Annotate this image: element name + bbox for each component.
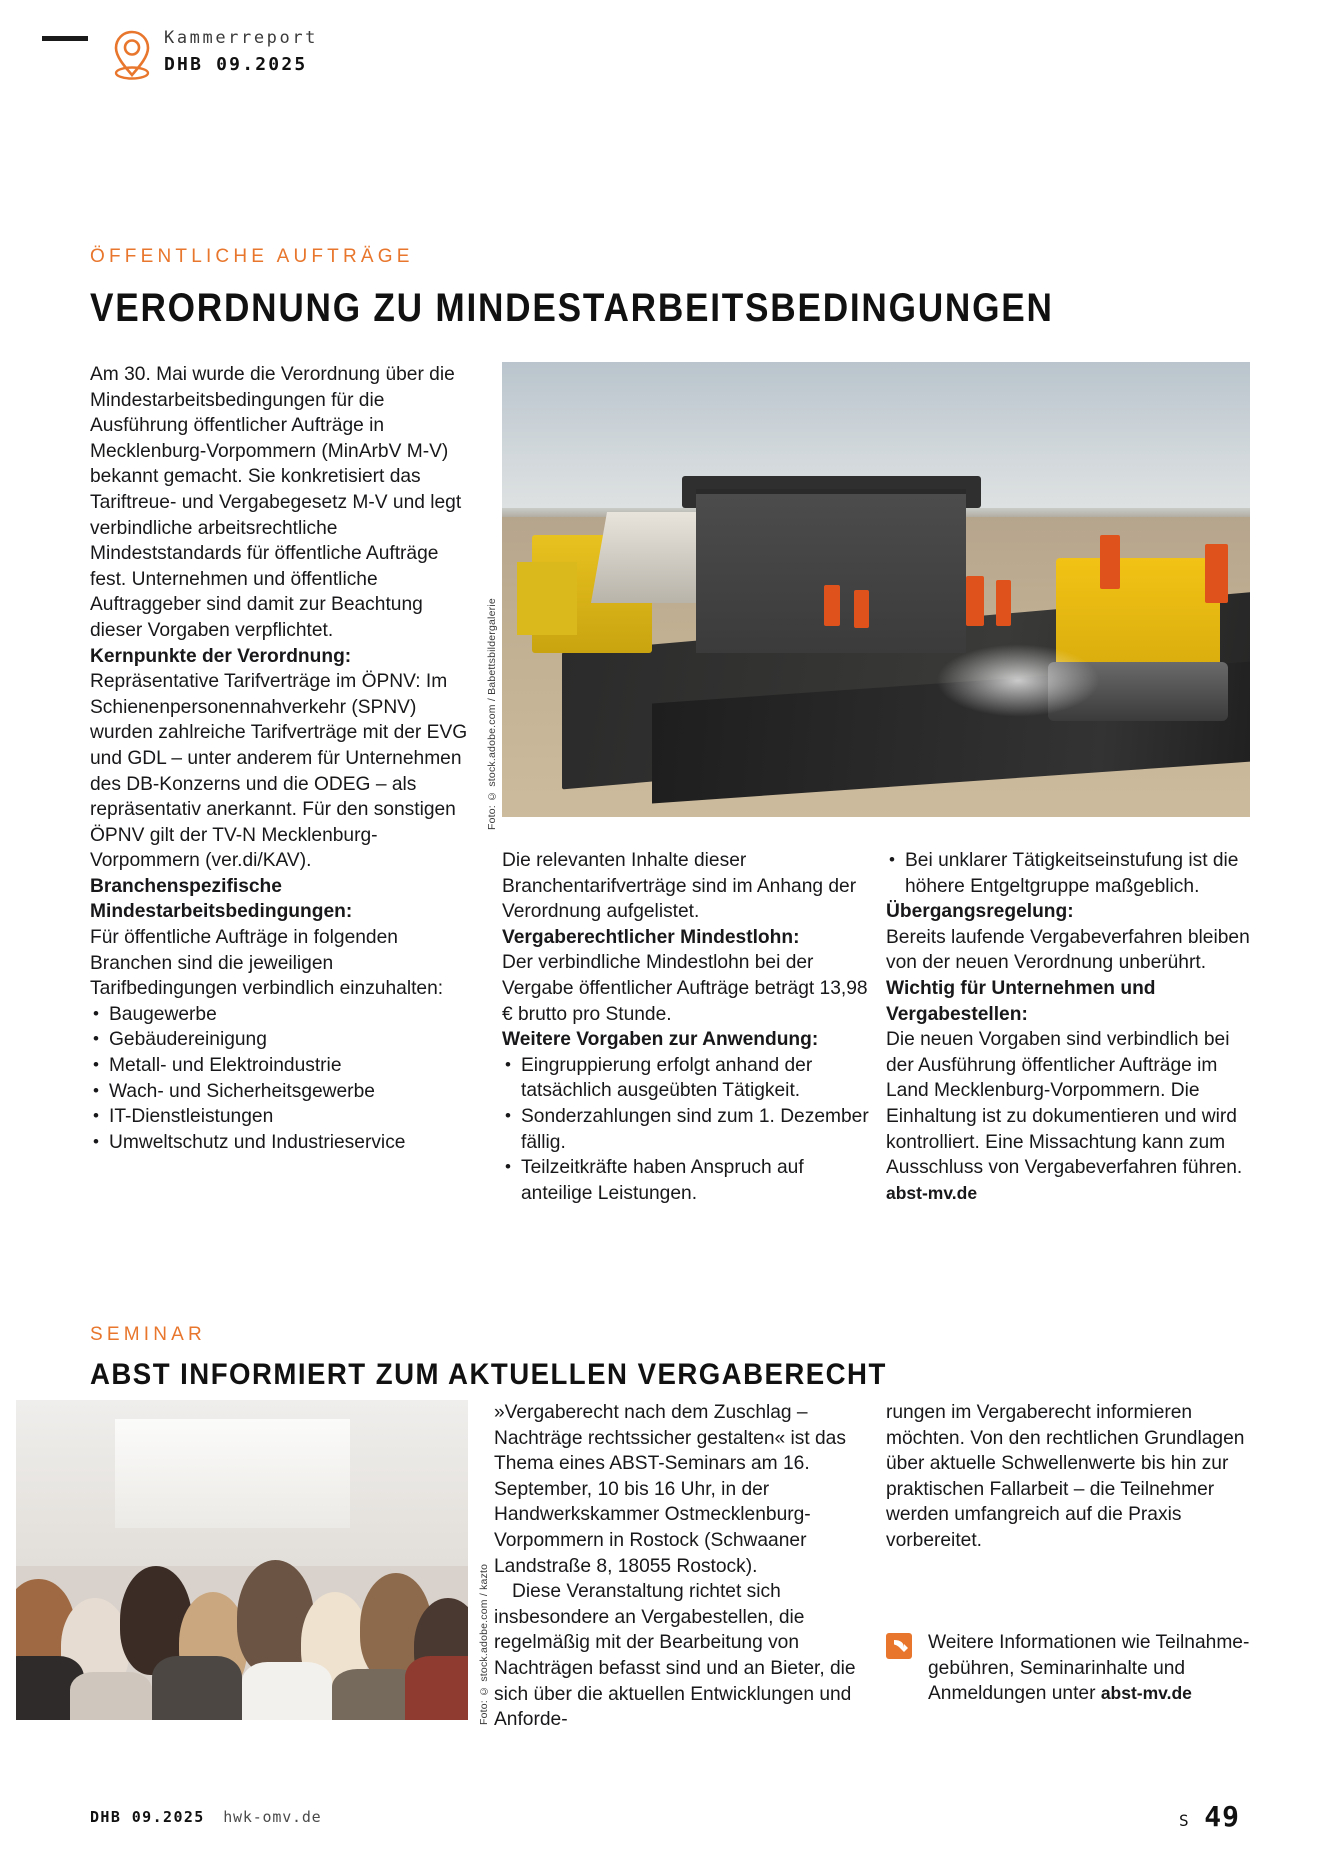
list-item: • Metall- und Elektroindustrie xyxy=(90,1053,478,1079)
list-item: • IT-Dienstleistungen xyxy=(90,1104,478,1130)
a1c2-subhead-1: Vergaberechtlicher Mindestlohn: xyxy=(502,926,800,948)
page-number: 49 xyxy=(1204,1800,1240,1833)
callout-line-2: gebühren, Seminarinhalte und xyxy=(928,1657,1186,1679)
article2-kicker-wrap xyxy=(90,1324,206,1346)
list-item: • Umweltschutz und Industrieservice xyxy=(90,1130,478,1156)
article2-headline-wrap xyxy=(90,1358,1250,1392)
list-item: • Teilzeitkräfte haben Anspruch auf anteilige Leistungen. xyxy=(502,1155,870,1206)
running-head-text xyxy=(164,28,318,75)
a1c1-branch-list xyxy=(90,1002,478,1156)
a1c2-subhead-2: Weitere Vorgaben zur Anwendung: xyxy=(502,1029,819,1051)
list-item: • Eingruppierung erfolgt anhand der tatsächlich ausgeübten Tätigkeit. xyxy=(502,1053,870,1104)
article2-photo-credit: Foto: © stock.adobe.com / kazto xyxy=(478,1563,490,1725)
article1-column-1 xyxy=(90,362,478,1155)
footer-url[interactable]: hwk-omv.de xyxy=(223,1808,322,1826)
a1c1-paragraph-3: Für öffentliche Aufträge in folgenden Branchen sind die jeweiligen Tarifbedingungen verbindlich einzuhalten: xyxy=(90,927,444,1000)
list-item: • Wach- und Sicherheitsgewerbe xyxy=(90,1079,478,1105)
a1c2-paragraph-1: Die relevanten Inhalte dieser Branchentarifverträge sind im Anhang der Verordnung aufgelistet. xyxy=(502,850,857,923)
article1-kicker-wrap xyxy=(90,246,414,268)
a1c3-link[interactable]: abst-mv.de xyxy=(886,1182,978,1203)
callout-line-3 xyxy=(928,1681,1258,1707)
a1c2-rules-list xyxy=(502,1053,870,1207)
page-footer xyxy=(90,1800,1240,1833)
a2c2-paragraph-2: Diese Veranstaltung richtet sich insbesondere an Vergabestellen, die regelmäßig mit der Bearbeitung von Nachträgen befasst sind und an Bieter, die sich über die aktuellen Entwicklungen und Anforde- xyxy=(494,1581,856,1731)
article2-kicker: SEMINAR xyxy=(90,1324,206,1345)
running-head-rule xyxy=(42,36,88,41)
callout-link[interactable]: abst-mv.de xyxy=(1100,1683,1192,1704)
a2c2-paragraph-1: »Vergaberecht nach dem Zuschlag – Nachträge rechtssicher gestalten« ist das Thema eines ABST-Seminars am 16. September, 10 bis 16 Uhr, in der Handwerkskammer Ostmecklenburg-Vorpommern in Rostock (Schwaaner Landstraße 8, 18055 Rostock). xyxy=(494,1402,846,1577)
a1c1-paragraph-1: Am 30. Mai wurde die Verordnung über die Mindestarbeitsbedingungen für die Ausführung öffentlicher Aufträge in Mecklenburg-Vorpommern (MinArbV M-V) bekannt gemacht. Sie konkretisiert das Tariftreue- und Vergabegesetz M-V und legt verbindliche arbeitsrechtliche Mindeststandards für öffentliche Aufträge fest. Unternehmen und öffentliche Auftraggeber sind damit zur Beachtung dieser Vorgaben verpflichtet. xyxy=(90,364,462,641)
article2-callout xyxy=(886,1630,1258,1707)
a1c3-paragraph-1: Bereits laufende Vergabeverfahren bleiben von der neuen Verordnung unberührt. xyxy=(886,926,1250,974)
article1-column-3 xyxy=(886,848,1254,1206)
article1-kicker: ÖFFENTLICHE AUFTRÄGE xyxy=(90,246,414,267)
a1c2-paragraph-2: Der verbindliche Mindestlohn bei der Vergabe öffentlicher Aufträge beträgt 13,98 € brutto pro Stunde. xyxy=(502,952,868,1025)
callout-line-3-text: Anmeldungen unter xyxy=(928,1683,1101,1705)
callout-line-1: Weitere Informationen wie Teilnahme- xyxy=(928,1632,1250,1653)
article2-column-3 xyxy=(886,1400,1258,1554)
article1-headline-wrap xyxy=(90,286,1250,331)
running-head-issue: DHB 09.2025 xyxy=(164,54,308,75)
a1c1-paragraph-2: Repräsentative Tarifverträge im ÖPNV: Im Schienenpersonennahverkehr (SPNV) wurden zahlreiche Tarifverträge mit der EVG und GDL – unter anderem für Unternehmen des DB-Konzerns und die ODEG – als repräsentativ anerkannt. Für den sonstigen ÖPNV gilt der TV-N Mecklenburg-Vorpommern (ver.di/KAV). xyxy=(90,671,468,872)
a2c3-paragraph-1: rungen im Vergaberecht informieren möchten. Von den rechtlichen Grundlagen über aktuelle Schwellenwerte bis hin zur praktischen Fallarbeit – die Teilnehmer werden umfangreich auf die Praxis vorbereitet. xyxy=(886,1402,1245,1551)
list-item: • Bei unklarer Tätigkeitseinstufung ist die höhere Entgeltgruppe maßgeblich. xyxy=(886,848,1254,899)
article2-headline: ABST INFORMIERT ZUM AKTUELLEN VERGABERECHT xyxy=(90,1358,887,1391)
a1c3-subhead-1: Übergangsregelung: xyxy=(886,901,1074,923)
article1-headline: VERORDNUNG ZU MINDESTARBEITSBEDINGUNGEN xyxy=(90,286,1054,330)
running-head-kicker: Kammerreport xyxy=(164,28,319,48)
footer-issue: DHB 09.2025 xyxy=(90,1808,205,1826)
list-item: • Baugewerbe xyxy=(90,1002,478,1028)
arrow-box-icon xyxy=(886,1633,912,1659)
page-number-block xyxy=(1179,1800,1240,1833)
list-item: • Gebäudereinigung xyxy=(90,1027,478,1053)
a1c3-rules-list xyxy=(886,848,1254,899)
running-head xyxy=(42,28,1282,88)
list-item: • Sonderzahlungen sind zum 1. Dezember fällig. xyxy=(502,1104,870,1155)
a1c1-subhead-2: Branchenspezifische Mindestarbeitsbedingungen: xyxy=(90,875,353,923)
a1c3-subhead-2: Wichtig für Unternehmen und Vergabestellen: xyxy=(886,977,1156,1025)
a1c3-paragraph-2: Die neuen Vorgaben sind verbindlich bei der Ausführung öffentlicher Aufträge im Land Mecklenburg-Vorpommern. Die Einhaltung ist zu dokumentieren und wird kontrolliert. Eine Missachtung kann zum Ausschluss von Vergabeverfahren führen. xyxy=(886,1029,1243,1179)
location-pin-icon xyxy=(110,28,154,80)
article2-photo xyxy=(16,1400,468,1720)
article1-column-2 xyxy=(502,848,870,1206)
article1-photo xyxy=(502,362,1250,817)
page-number-prefix: S xyxy=(1179,1811,1190,1830)
article2-callout-text xyxy=(928,1630,1258,1707)
article1-photo-credit: Foto: © stock.adobe.com / Babettsbildergalerie xyxy=(486,598,498,830)
a1c1-subhead-1: Kernpunkte der Verordnung: xyxy=(90,645,352,667)
article2-column-2 xyxy=(494,1400,870,1733)
